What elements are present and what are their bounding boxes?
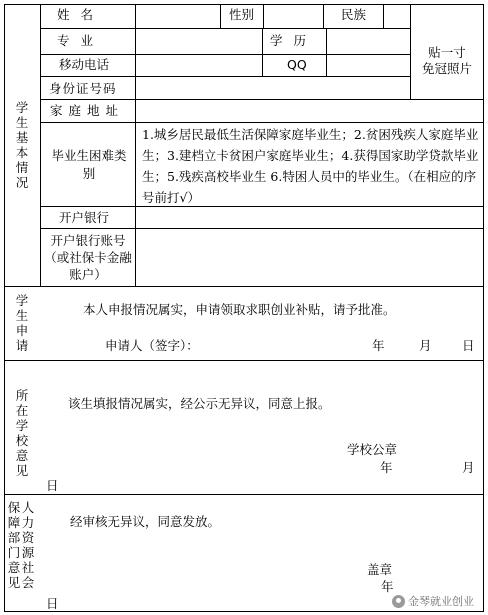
label-gender: 性别 [229, 7, 255, 22]
label-ethnicity: 民族 [341, 7, 367, 22]
application-date-day: 日 [462, 338, 475, 353]
watermark [392, 593, 474, 609]
wechat-logo-icon [392, 595, 405, 608]
hr-seal: 盖章 [367, 562, 393, 577]
school-date-year: 年 [380, 460, 393, 475]
table-border-top [4, 4, 484, 5]
input-bank[interactable] [136, 207, 482, 227]
label-bank: 开户银行 [59, 210, 110, 225]
input-ethnicity[interactable] [384, 5, 409, 27]
table-border-bottom [4, 611, 484, 612]
applicant-signature-field[interactable] [206, 334, 356, 354]
section-divider [4, 286, 484, 287]
photo-note-line2: 免冠照片 [421, 61, 472, 76]
input-education[interactable] [327, 29, 409, 53]
input-bank-account[interactable] [136, 229, 482, 285]
label-qq: QQ [287, 57, 307, 72]
section-hr-opinion: 人力资源社会保障部门意见 [7, 500, 35, 590]
col-line [323, 4, 324, 29]
school-date-month: 月 [462, 460, 475, 475]
input-mobile[interactable] [136, 55, 261, 75]
section-school-opinion: 所在学校意见 [15, 388, 29, 478]
input-name[interactable] [136, 5, 219, 27]
school-statement: 该生填报情况属实，经公示无异议，同意上报。 [68, 396, 331, 411]
row-divider [40, 122, 484, 123]
hr-date-day: 日 [46, 596, 59, 611]
section-student-info: 学生基本情况 [15, 100, 29, 190]
label-major: 专业 [57, 33, 105, 48]
school-seal: 学校公章 [347, 442, 398, 457]
label-education: 学历 [270, 33, 318, 48]
section-label-column-line [40, 4, 41, 287]
watermark-text: 金琴就业创业 [408, 595, 474, 608]
input-address[interactable] [136, 100, 482, 121]
col-line [220, 4, 221, 29]
application-date-month: 月 [419, 338, 432, 353]
photo-note-line1: 贴一寸 [428, 45, 466, 60]
label-bank-account: 开户银行账号（或社保卡金融账户） [44, 233, 132, 282]
school-date-day: 日 [46, 478, 59, 493]
label-id-number: 身份证号码 [49, 81, 117, 96]
section-divider [4, 494, 484, 495]
applicant-signature-label: 申请人（签字）： [105, 338, 199, 353]
col-line [262, 28, 263, 77]
photo-placeholder [411, 45, 483, 77]
label-address: 家庭地址 [50, 103, 125, 118]
application-statement: 本人申报情况属实，申请领取求职创业补贴，请予批准。 [83, 302, 396, 317]
input-qq[interactable] [327, 55, 409, 75]
label-mobile: 移动电话 [59, 57, 110, 72]
input-id-number[interactable] [136, 77, 409, 98]
section-student-application: 学生申请 [15, 293, 29, 353]
label-difficulty-type: 毕业生困难类别 [51, 148, 127, 181]
section-divider [4, 360, 484, 361]
label-name: 姓名 [57, 7, 105, 22]
input-major[interactable] [136, 29, 261, 53]
application-date-year: 年 [372, 338, 385, 353]
hr-statement: 经审核无异议，同意发放。 [70, 514, 221, 529]
difficulty-options: 1.城乡居民最低生活保障家庭毕业生；2.贫困残疾人家庭毕业生；3.建档立卡贫困户家庭毕业生；4.获得国家助学贷款毕业生；5.残疾高校毕业生 6.特困人员中的毕业生。（在相应的序号前打√） [142, 127, 479, 205]
input-gender[interactable] [264, 5, 322, 27]
table-border-left [4, 4, 5, 612]
table-border-right [483, 4, 484, 612]
hr-date-year: 年 [381, 579, 394, 594]
